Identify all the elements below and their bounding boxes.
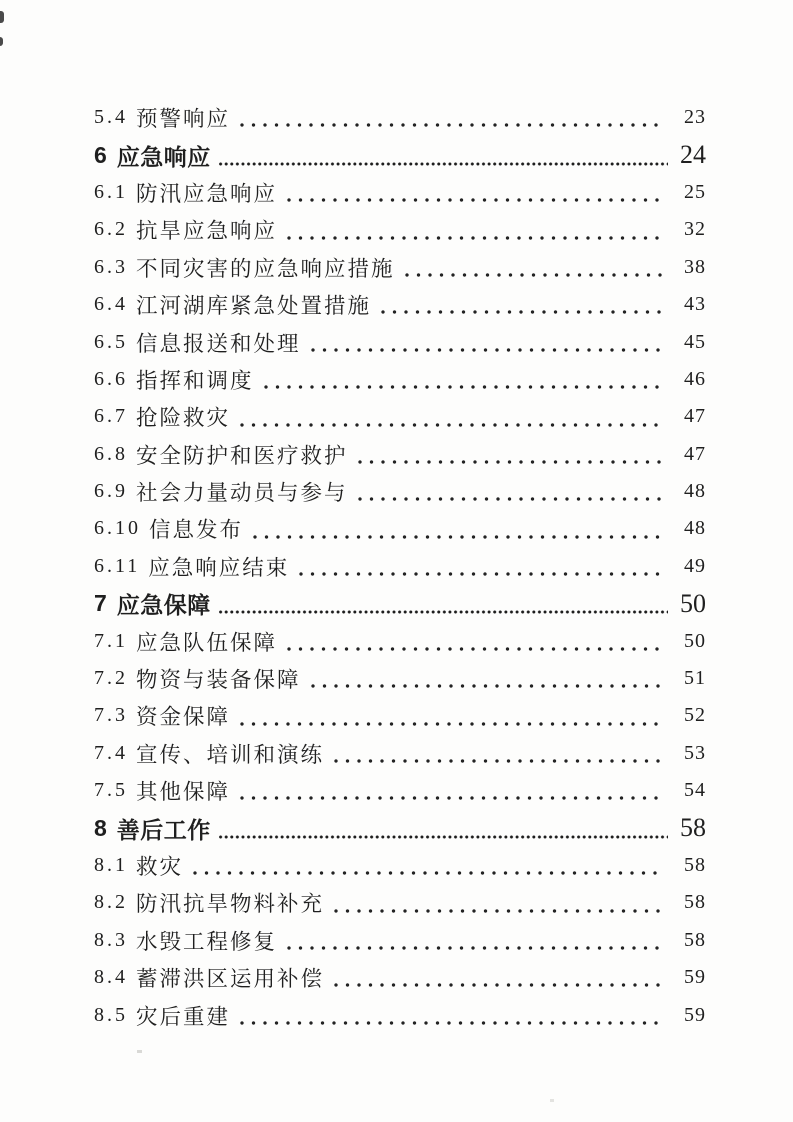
toc-entry-number: 8.2 — [94, 891, 128, 914]
dot-leader — [332, 735, 663, 772]
dot-leader — [356, 473, 663, 510]
toc-entry-page-number: 24 — [680, 140, 706, 170]
toc-entry-title: 应急响应结束 — [148, 555, 290, 580]
toc-entry-title: 安全防护和医疗救护 — [136, 443, 348, 468]
scan-artifact — [550, 1099, 554, 1102]
toc-entry-title: 抢险救灾 — [136, 406, 231, 431]
toc-entry-title: 江河湖库紧急处置措施 — [136, 294, 372, 319]
toc-entry-number: 6.5 — [94, 330, 128, 353]
toc-entry-number: 8.5 — [94, 1003, 128, 1026]
toc-entry-page-number: 58 — [684, 854, 706, 876]
toc-entry-page-number: 54 — [684, 779, 706, 802]
toc-entry-title: 信息报送和处理 — [136, 331, 301, 356]
toc-entry-number: 6.8 — [94, 442, 128, 465]
toc-entry-number: 7.1 — [94, 629, 128, 652]
toc-sub-entry — [94, 697, 706, 734]
toc-entry-page-number: 53 — [684, 741, 706, 764]
dot-leader — [238, 996, 663, 1033]
toc-entry-number: 8.1 — [94, 854, 128, 876]
toc-entry-title: 指挥和调度 — [136, 368, 254, 393]
toc-entry-number: 8.3 — [94, 928, 128, 951]
toc-chapter-entry — [94, 136, 706, 173]
dot-leader — [285, 174, 663, 211]
dot-leader — [217, 136, 668, 173]
toc-sub-entry — [94, 510, 706, 547]
toc-entry-number: 7 — [94, 590, 107, 617]
toc-entry-page-number: 50 — [680, 588, 706, 618]
toc-entry-page-number: 38 — [684, 255, 706, 278]
toc-sub-entry — [94, 959, 706, 996]
dot-leader — [285, 922, 663, 959]
toc-entry-title: 防汛抗旱物料补充 — [136, 892, 325, 917]
toc-entry-page-number: 46 — [684, 367, 706, 390]
toc-entry-number: 6.1 — [94, 180, 128, 203]
dot-leader — [262, 361, 663, 398]
dot-leader — [238, 99, 663, 136]
toc-sub-entry — [94, 847, 706, 884]
toc-sub-entry — [94, 622, 706, 659]
toc-entry-number: 6.2 — [94, 218, 128, 241]
toc-entry-title: 蓄滞洪区运用补偿 — [136, 967, 325, 992]
dot-leader — [238, 772, 663, 809]
toc-entry-number: 6.11 — [94, 554, 141, 577]
toc-sub-entry — [94, 249, 706, 286]
toc-entry-title: 应急保障 — [116, 592, 211, 619]
toc-entry-title: 不同灾害的应急响应措施 — [136, 256, 395, 281]
toc-sub-entry — [94, 286, 706, 323]
toc-entry-number: 6.3 — [94, 255, 128, 278]
toc-entry-title: 善后工作 — [116, 816, 211, 843]
toc-sub-entry — [94, 323, 706, 360]
toc-entry-page-number: 58 — [680, 813, 706, 843]
toc-entry-number: 5.4 — [94, 106, 128, 129]
dot-leader — [217, 585, 668, 622]
toc-entry-number: 7.2 — [94, 667, 128, 690]
toc-entry-page-number: 49 — [684, 554, 706, 577]
toc-entry-title: 应急响应 — [116, 143, 211, 170]
toc-sub-entry — [94, 211, 706, 248]
toc-sub-entry — [94, 361, 706, 398]
toc-entry-page-number: 47 — [684, 405, 706, 428]
toc-entry-page-number: 50 — [684, 629, 706, 652]
toc-entry-page-number: 52 — [684, 704, 706, 727]
toc-sub-entry — [94, 660, 706, 697]
toc-entry-title: 预警响应 — [136, 107, 231, 132]
toc-entry-page-number: 32 — [684, 218, 706, 241]
toc-entry-page-number: 58 — [684, 891, 706, 914]
toc-sub-entry — [94, 436, 706, 473]
dot-leader — [309, 323, 663, 360]
toc-entry-title: 救灾 — [136, 855, 184, 879]
toc-entry-page-number: 59 — [684, 1003, 706, 1026]
toc-sub-entry — [94, 99, 706, 136]
toc-entry-page-number: 58 — [684, 928, 706, 951]
toc-sub-entry — [94, 174, 706, 211]
toc-entry-number: 6.4 — [94, 293, 128, 316]
toc-entry-title: 防汛应急响应 — [136, 181, 278, 206]
toc-sub-entry — [94, 922, 706, 959]
toc-entry-page-number: 48 — [684, 517, 706, 540]
toc-entry-title: 灾后重建 — [136, 1004, 231, 1029]
toc-chapter-entry — [94, 809, 706, 846]
scan-artifact — [0, 11, 4, 23]
toc-entry-title: 抗旱应急响应 — [136, 219, 278, 244]
toc-entry-number: 7.5 — [94, 779, 128, 802]
dot-leader — [297, 548, 663, 585]
dot-leader — [332, 884, 663, 921]
dot-leader — [285, 622, 663, 659]
dot-leader — [356, 436, 663, 473]
toc-entry-number: 6.9 — [94, 480, 128, 503]
toc-entry-page-number: 25 — [684, 180, 706, 203]
toc-entry-title: 其他保障 — [136, 780, 231, 805]
toc-sub-entry — [94, 398, 706, 435]
toc-entry-number: 8 — [94, 814, 107, 841]
toc-entry-number: 6.6 — [94, 367, 128, 390]
toc-entry-title: 社会力量动员与参与 — [136, 481, 348, 506]
toc-sub-entry — [94, 884, 706, 921]
toc-entry-title: 水毁工程修复 — [136, 929, 278, 954]
toc-entry-number: 8.4 — [94, 966, 128, 989]
toc-sub-entry — [94, 772, 706, 809]
scan-artifact — [0, 37, 3, 46]
scan-artifact — [137, 1050, 142, 1053]
toc-sub-entry — [94, 473, 706, 510]
dot-leader — [217, 809, 668, 846]
toc-entry-page-number: 48 — [684, 480, 706, 503]
toc-entry-title: 资金保障 — [136, 705, 231, 730]
toc-entry-page-number: 43 — [684, 293, 706, 316]
toc-entry-title: 应急队伍保障 — [136, 630, 278, 655]
toc-entry-number: 6.10 — [94, 517, 141, 540]
toc-entry-page-number: 47 — [684, 442, 706, 465]
dot-leader — [238, 398, 663, 435]
toc-entry-page-number: 45 — [684, 330, 706, 353]
toc-sub-entry — [94, 735, 706, 772]
toc-list — [94, 99, 706, 1034]
toc-entry-number: 7.4 — [94, 741, 128, 764]
toc-entry-title: 信息发布 — [149, 518, 244, 543]
toc-chapter-entry — [94, 585, 706, 622]
dot-leader — [251, 510, 663, 547]
toc-entry-page-number: 23 — [684, 106, 706, 129]
toc-entry-title: 物资与装备保障 — [136, 668, 301, 693]
toc-sub-entry — [94, 548, 706, 585]
dot-leader — [309, 660, 663, 697]
toc-sub-entry — [94, 996, 706, 1033]
toc-entry-number: 6.7 — [94, 405, 128, 428]
dot-leader — [285, 211, 663, 248]
dot-leader — [332, 959, 663, 996]
toc-entry-page-number: 59 — [684, 966, 706, 989]
dot-leader — [403, 249, 663, 286]
toc-entry-title: 宣传、培训和演练 — [136, 742, 325, 767]
toc-entry-number: 7.3 — [94, 704, 128, 727]
dot-leader — [191, 847, 663, 884]
dot-leader — [238, 697, 663, 734]
toc-entry-number: 6 — [94, 141, 107, 168]
toc-entry-page-number: 51 — [684, 667, 706, 690]
dot-leader — [379, 286, 663, 323]
